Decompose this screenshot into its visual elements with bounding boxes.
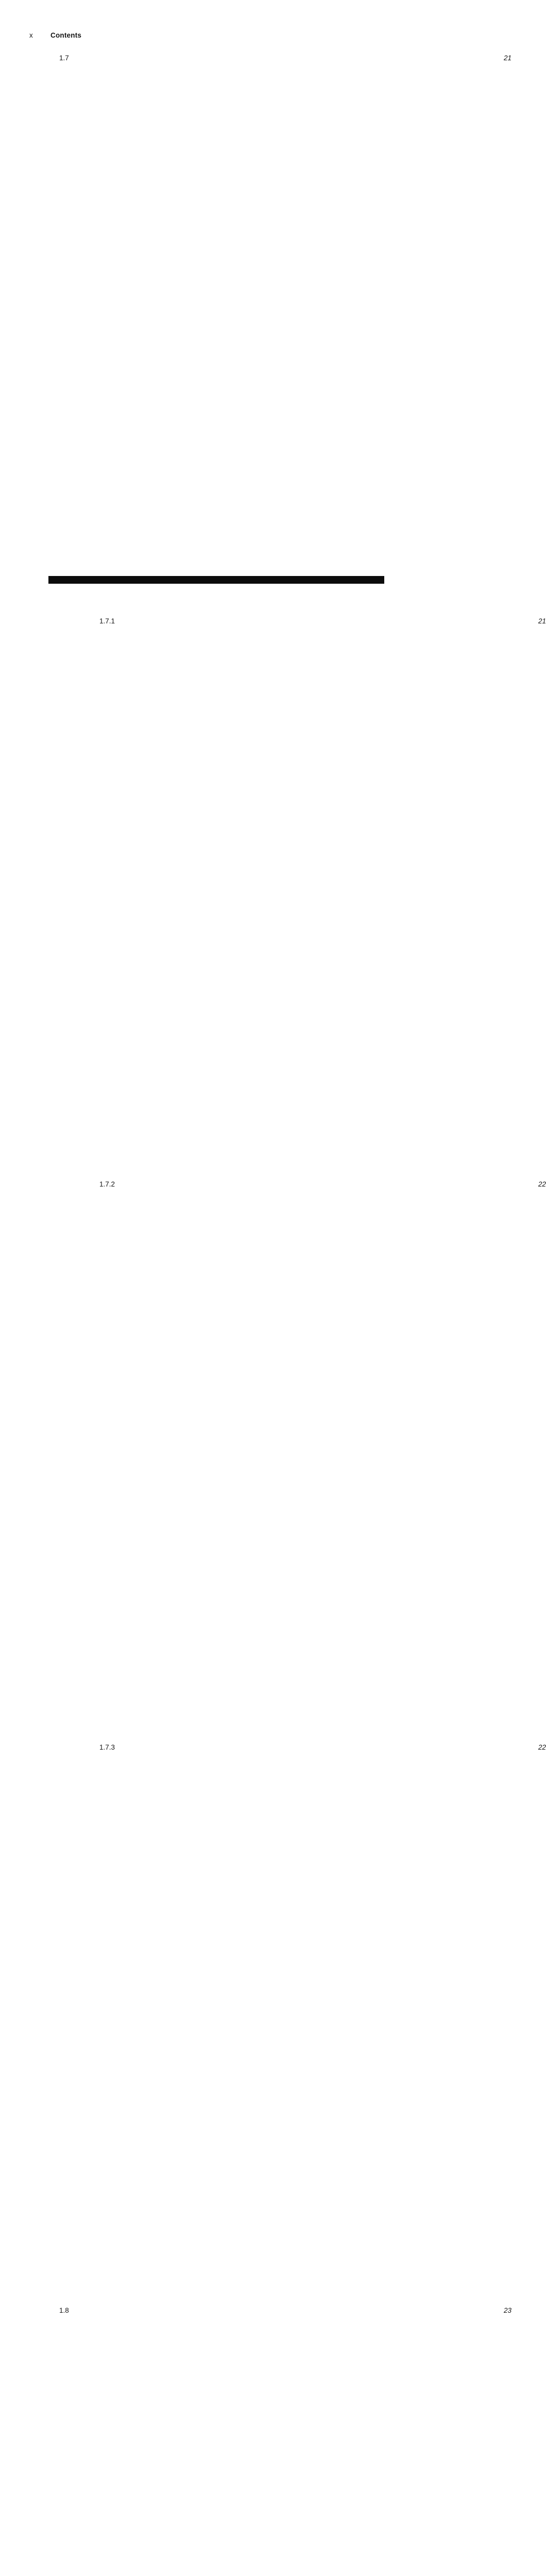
toc-entry-number: 1.8	[59, 2307, 69, 2314]
toc-entry-number: 1.7	[59, 54, 69, 62]
contents-page	[0, 31, 546, 2314]
toc-entry	[29, 617, 546, 1180]
toc-entry-page-number: 22	[134, 1180, 546, 1743]
toc-entry-number: 1.7.3	[99, 1743, 115, 1751]
toc-entry-number: 1.7.1	[99, 617, 115, 625]
toc-entry	[29, 2306, 511, 2576]
toc-entry	[29, 54, 511, 617]
toc-entry-page-number: 21	[134, 617, 546, 1180]
toc-entry-page-number: 21	[99, 54, 511, 617]
running-header-title: Contents	[50, 31, 82, 39]
page-number: x	[29, 31, 33, 39]
toc-entry-number: 1.7.2	[99, 1180, 115, 1188]
toc-entry-page-number: 23	[99, 2306, 511, 2576]
toc-list	[29, 54, 546, 2576]
page-bottom-bar	[48, 576, 384, 584]
toc-entry	[29, 1180, 546, 1743]
toc-entry	[29, 1743, 546, 2306]
running-header	[29, 31, 412, 40]
toc-entry-page-number: 22	[134, 1743, 546, 2306]
